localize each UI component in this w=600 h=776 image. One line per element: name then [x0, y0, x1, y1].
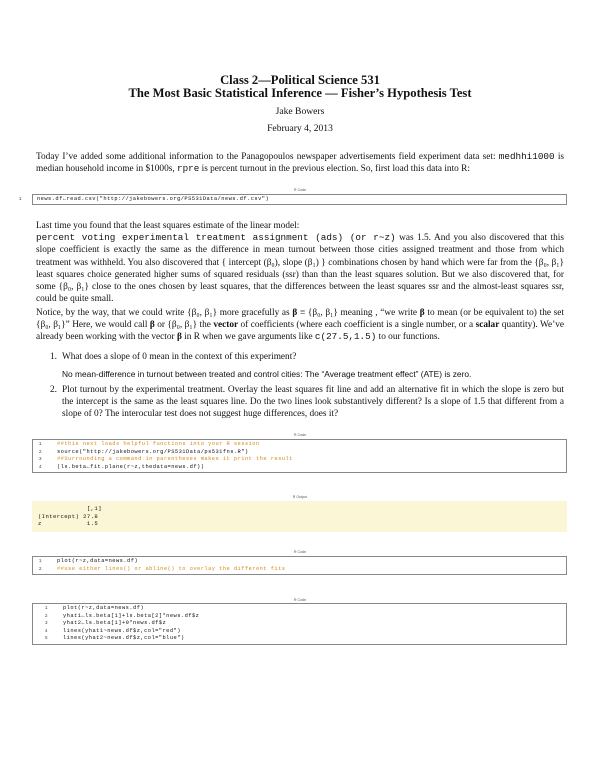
line-number: 1	[38, 442, 42, 447]
line-number: 3	[44, 621, 48, 627]
line-number: 5	[44, 636, 48, 642]
code-line	[44, 620, 566, 628]
intro-paragraph	[36, 151, 564, 175]
code-line	[44, 635, 566, 643]
code-text: plot(r~z,data=news.df)	[63, 605, 145, 611]
intro-code-medhhi: medhhi1000	[498, 151, 555, 162]
question-2: Plot turnout by the experimental treatment. Overlay the least squares fit line and add an alternative fit in which the slope is zero but the intercept is the same as the least squares line. Do the two lines look substantively different? Is a slope of 1.5 that different from a slope of 0? The interocular test does not suggest huge differences, does it?	[62, 385, 564, 420]
line-number: 1	[38, 559, 42, 564]
code-text: yhat1←ls.beta[1]+ls.beta[2]*news.df$z	[63, 612, 200, 619]
code-label: R Code	[293, 433, 307, 437]
output-block	[32, 501, 567, 532]
para3-text: or {β₀, β₁} the	[154, 320, 214, 331]
code-label: R Code	[293, 550, 307, 554]
code-text: (ls.beta←fit.plane(r~z,thedata=news.df))	[57, 463, 205, 470]
beta-symbol: β	[419, 308, 425, 318]
para3-text: to our functions.	[376, 332, 440, 343]
para3-text: ≡ {β₀, β₁} meaning , “we write	[297, 308, 420, 318]
intro-code-rpre: rpre	[176, 163, 200, 175]
intro-text-a: Today I’ve added some additional information to the Panagopoulos newspaper advertisements field experiment data set:	[36, 152, 499, 162]
line-number: 2	[38, 449, 42, 455]
code-text: lines(yhat2~news.df$z,col="blue")	[63, 635, 185, 642]
para3-text: of coefficients (where each coefficient is a single number, or a	[238, 320, 476, 331]
intro-text-b: is median household income in $1000s,	[36, 152, 565, 175]
line-number: 4	[44, 628, 48, 634]
code-block-2	[32, 439, 567, 473]
code-line	[38, 463, 566, 472]
para2-intro: Last time you found that the least squares estimate of the linear model:	[36, 221, 300, 231]
code-text: yhat2←ls.beta[1]+0*news.df$z	[63, 620, 167, 627]
paragraph-least-squares	[36, 220, 564, 305]
output-line: [,1]	[38, 505, 102, 512]
line-number: 2	[38, 566, 42, 572]
code-label: R Code	[293, 188, 307, 192]
beta-symbol: β	[176, 332, 182, 343]
code-comment: ##Surrounding a command in parentheses makes it print the result	[57, 456, 293, 463]
para3-text: in R when we gave arguments like	[181, 332, 315, 343]
bold-term-scalar: scalar	[475, 320, 500, 331]
code-text: plot(r~z,data=news.df)	[57, 558, 139, 564]
question-1: What does a slope of 0 mean in the context of this experiment?	[62, 352, 297, 362]
para2-code: percent voting experimental treatment assignment (ads) (or r~z)	[36, 232, 396, 244]
code-block-3	[32, 556, 567, 575]
line-number: 4	[38, 464, 42, 470]
bold-term-vector: vector	[213, 320, 239, 331]
line-number: 1	[18, 197, 22, 202]
line-number: 2	[44, 613, 48, 619]
code-line	[38, 456, 566, 464]
code-line	[18, 196, 566, 204]
code-line	[38, 565, 566, 574]
list-number-2: 2.	[50, 385, 57, 395]
line-number: 3	[38, 457, 42, 463]
code-text: source("http://jakebowers.org/PS531Data/ps531fns.R")	[57, 448, 249, 455]
para3-code: c(27.5,1.5)	[314, 331, 377, 343]
code-block-1	[18, 194, 567, 205]
code-text: lines(yhat1~news.df$z,col="red")	[63, 627, 181, 634]
para3-text: quantity). We’ve already been working with the vector	[36, 320, 564, 343]
para3-text: to mean (or be equivalent to) the set {β₀, β₁}” Here, we would call	[36, 308, 564, 331]
output-line: z 1.5	[38, 520, 99, 528]
para3-text: Notice, by the way, that we could write {β₀, β₁} more gracefully as	[36, 308, 293, 318]
code-line	[38, 441, 566, 449]
code-line	[38, 558, 566, 566]
author: Jake Bowers	[275, 106, 325, 117]
beta-symbol: β	[149, 320, 155, 331]
title-line-1: Class 2—Political Science 531	[220, 73, 380, 87]
code-line	[44, 605, 566, 613]
code-comment: ##this next loads helpful functions into your R session	[57, 441, 260, 447]
beta-symbol: β	[292, 308, 298, 318]
code-line	[44, 612, 566, 621]
answer-1: No mean-difference in turnout between treated and control cities: The “Average treatment effect” (ATE) is zero.	[62, 369, 472, 379]
line-number: 1	[44, 606, 48, 611]
code-text: news.df←read.csv("http://jakebowers.org/PS531Data/news.df.csv")	[37, 196, 270, 202]
output-line: (Intercept) 27.8	[38, 512, 99, 520]
title-line-2: The Most Basic Statistical Inference — Fisher’s Hypothesis Test	[128, 86, 472, 100]
paragraph-vector	[36, 307, 564, 344]
output-label: R Output	[292, 495, 308, 499]
code-line	[44, 627, 566, 636]
date: February 4, 2013	[267, 123, 333, 134]
code-line	[38, 448, 566, 457]
list-number-1: 1.	[50, 352, 57, 362]
code-block-4	[32, 603, 567, 645]
code-comment: ##use either lines() or abline() to overlay the different fits	[57, 565, 286, 572]
para2-body: was 1.5. And you also discovered that this slope coefficient is exactly the same as the difference in mean turnout between those cities assigned treatment and those from which treatment was withheld. You also discovered that { intercept (β₀), slope (β₁) } combinations chosen by hand which were far from the {β₀, β₁} least squares choice generated higher sums of squared residuals (ssr) than than the least squares solution. But we also discovered that, for some {β₀, β₁} close to the ones chosen by least squares, that the differences between the least squares ssr and the almost-least squares ssr, could be quite small.	[36, 233, 564, 305]
code-label: R Code	[293, 598, 307, 602]
intro-text-c: is percent turnout in the previous election. So, first load this data into R:	[199, 164, 470, 175]
